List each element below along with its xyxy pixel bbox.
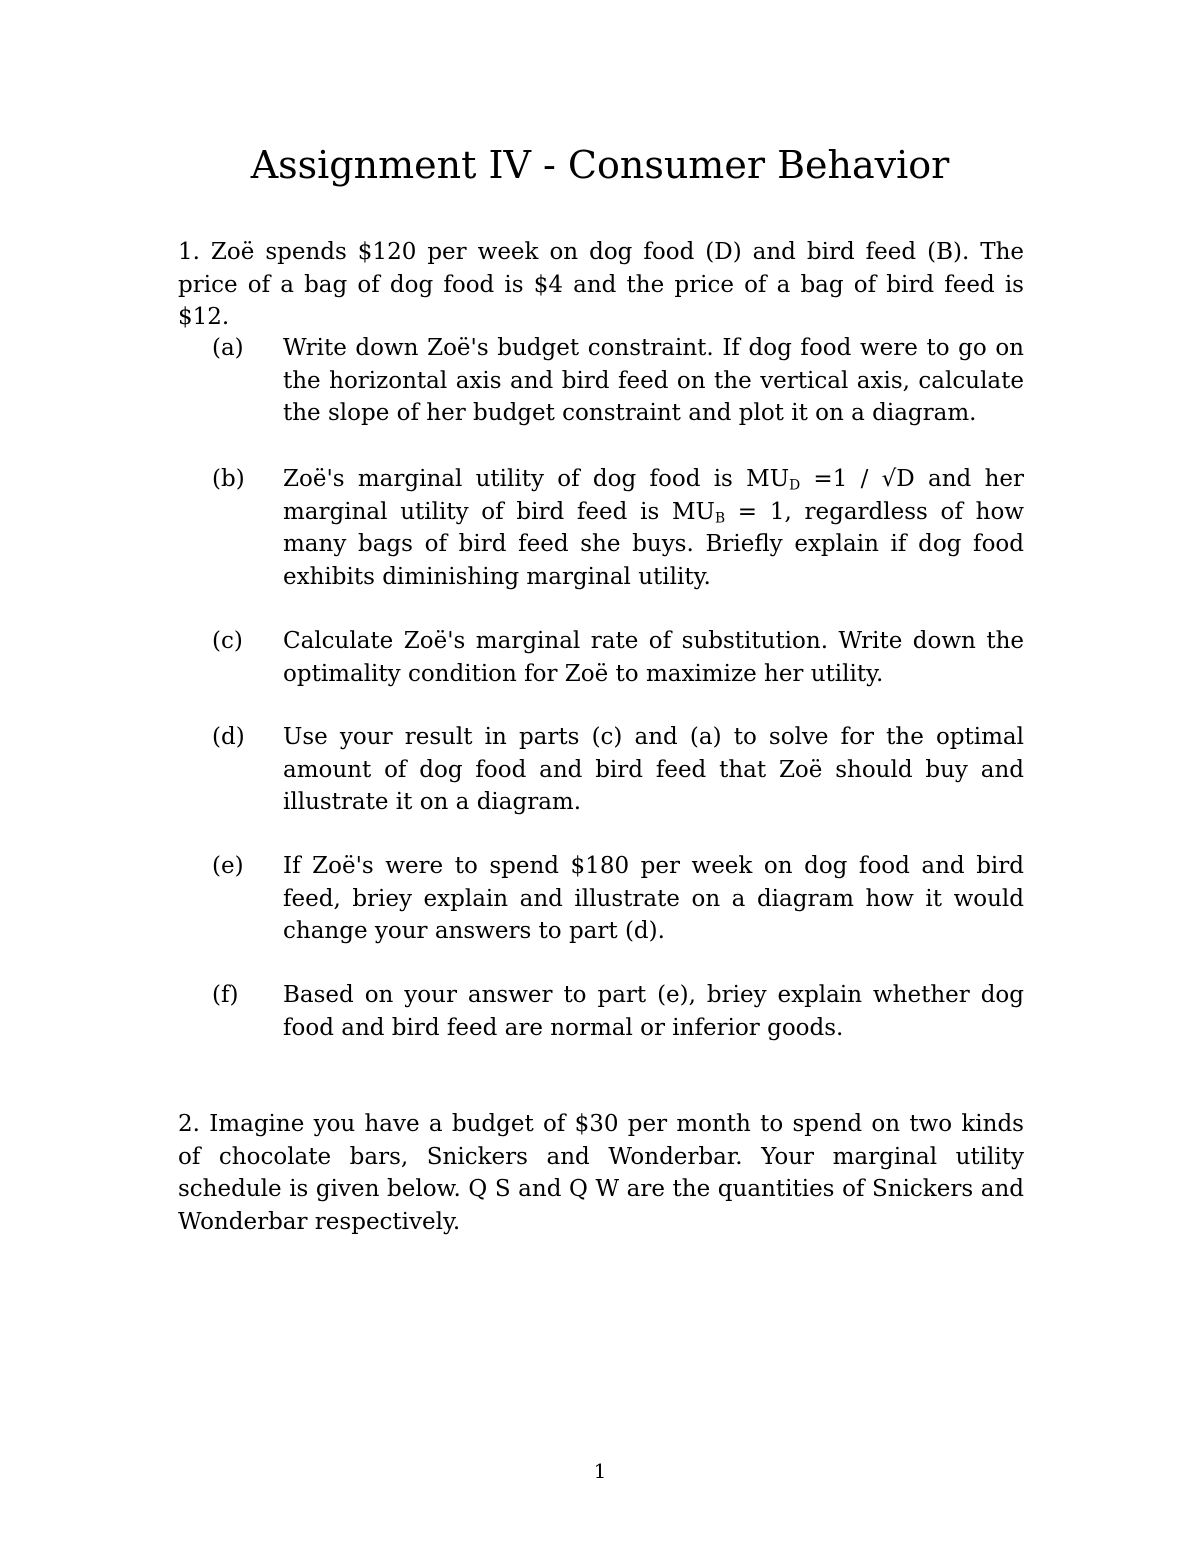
subscript: D [789, 477, 801, 494]
part-label: (c) [212, 628, 243, 654]
part-text: Calculate Zoë's marginal rate of substitution. Write down the optimality condition for Zoë to maximize her utility. [283, 628, 1024, 687]
question-1-text: 1. Zoë spends $120 per week on dog food (D) and bird feed (B). The price of a bag of dog food is $4 and the price of a bag of bird feed is $12. [178, 239, 1024, 330]
part-label: (d) [212, 724, 245, 750]
page-number: 1 [593, 1459, 607, 1483]
part-text-segment: =1 / √D and her marginal utility of bird feed is MU [283, 466, 1024, 525]
page-title: Assignment IV - Consumer Behavior [250, 143, 950, 187]
part-label: (f) [212, 982, 239, 1008]
part-text: Use your result in parts (c) and (a) to solve for the optimal amount of dog food and bird feed that Zoë should buy and illustrate it on a diagram. [283, 724, 1024, 815]
subscript: B [714, 509, 726, 526]
question-2-text: 2. Imagine you have a budget of $30 per month to spend on two kinds of chocolate bars, Snickers and Wonderbar. Your marginal utility schedule is given below. Q S and Q W are the quantities of Snickers and Wonderbar respectively. [178, 1111, 1024, 1235]
part-text: Based on your answer to part (e), briey explain whether dog food and bird feed are normal or inferior goods. [283, 982, 1024, 1041]
part-text-segment: = 1, regardless of how many bags of bird feed she buys. Briefly explain if dog food exhibits diminishing marginal utility. [283, 498, 1024, 590]
part-text: If Zoë's were to spend $180 per week on dog food and bird feed, briey explain and illustrate on a diagram how it would change your answers to part (d). [283, 853, 1024, 944]
part-text-segment: Zoë's marginal utility of dog food is MU [283, 466, 790, 492]
part-label: (e) [212, 853, 244, 879]
part-text [283, 463, 1024, 593]
part-text: Write down Zoë's budget constraint. If dog food were to go on the horizontal axis and bird feed on the vertical axis, calculate the slope of her budget constraint and plot it on a diagram. [283, 335, 1024, 426]
part-label: (b) [212, 466, 245, 492]
part-label: (a) [212, 335, 244, 361]
